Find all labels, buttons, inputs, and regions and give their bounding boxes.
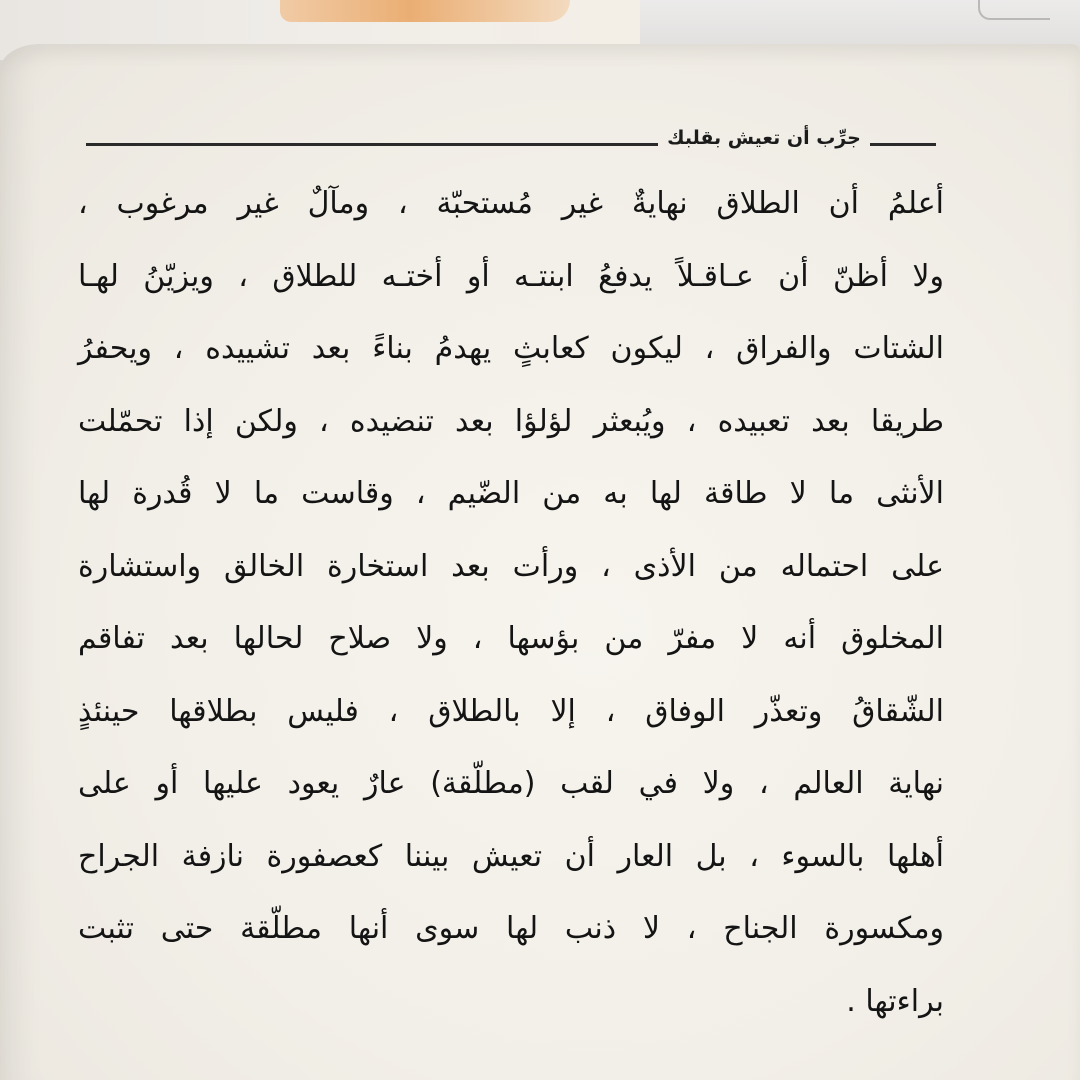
text-line-7: المخلوق أنه لا مفرّ من بؤسها ، ولا صلاح لحالها بعد تفاقم xyxy=(78,621,944,656)
text-line-9: نهاية العالم ، ولا في لقب (مطلّقة) عارٌ يعود عليها أو على xyxy=(78,766,944,801)
text-line-2: ولا أظنّ أن عـاقـلاً يدفعُ ابنتـه أو أختـه للطلاق ، ويزيّنُ لهـا xyxy=(78,258,944,294)
text-line-6: على احتماله من الأذى ، ورأت بعد استخارة الخالق واستشارة xyxy=(78,548,944,584)
text-line-3: الشتات والفراق ، ليكون كعابثٍ يهدمُ بناءً بعد تشييده ، ويحفرُ xyxy=(78,331,944,366)
header-rule-left xyxy=(86,143,658,146)
running-header xyxy=(86,129,936,159)
text-line-1: أعلمُ أن الطلاق نهايةٌ غير مُستحبّة ، ومآلٌ غير مرغوب ، xyxy=(78,186,944,221)
text-line-12: براءتها . xyxy=(846,983,944,1019)
page-body-text xyxy=(78,168,944,1038)
text-line-11: ومكسورة الجناح ، لا ذنب لها سوى أنها مطلّقة حتى تثبت xyxy=(78,911,944,946)
header-title: جرِّب أن تعيش بقلبك xyxy=(667,127,861,149)
text-line-5: الأنثى ما لا طاقة لها به من الضّيم ، وقاست ما لا قُدرة لها xyxy=(78,476,944,511)
background-orange-object xyxy=(280,0,570,22)
text-line-8: الشّقاقُ وتعذّر الوفاق ، إلا بالطلاق ، فليس بطلاقها حينئذٍ xyxy=(78,693,944,729)
text-line-10: أهلها بالسوء ، بل العار أن تعيش بيننا كعصفورة نازفة الجراح xyxy=(78,838,944,874)
header-rule-right xyxy=(870,143,936,146)
background-handwriting-mark xyxy=(978,0,1050,20)
text-line-4: طريقا بعد تعبيده ، ويُبعثر لؤلؤا بعد تنضيده ، ولكن إذا تحمّلت xyxy=(78,403,944,439)
